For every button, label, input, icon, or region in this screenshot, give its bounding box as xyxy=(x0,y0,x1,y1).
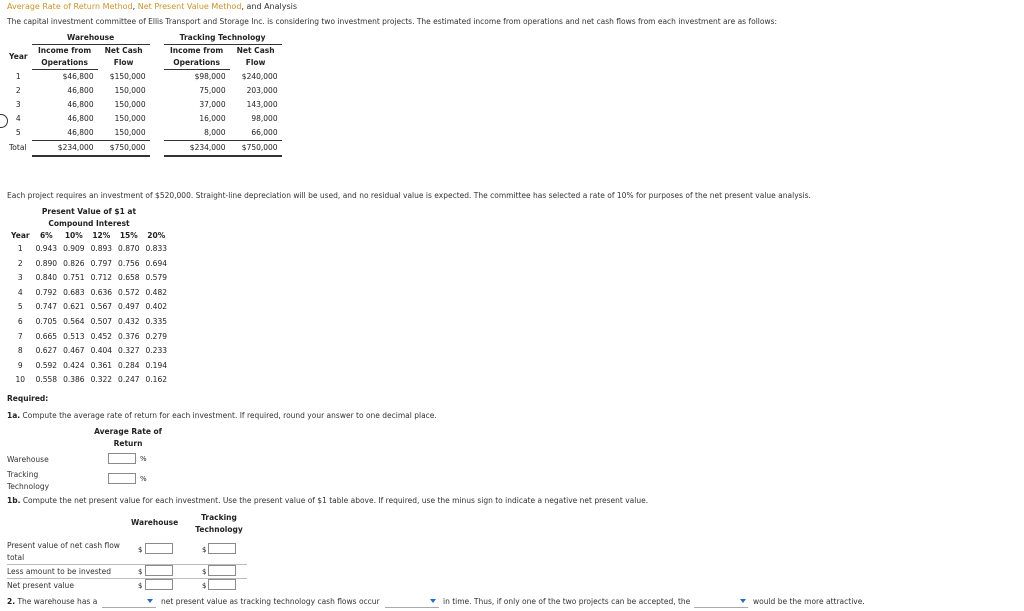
dollar-sign: $ xyxy=(138,546,143,554)
pv-factor-cell: 0.572 xyxy=(118,287,140,297)
present-value-table: Present Value of $1 at Compound Interest Year 6% 10% 12% 15% 20% 1 0.943 0.909 0.893 0.870 0.833 2 0.890 0.826 0.797 0.756 0.694 3 0.840 0.751 0.712 0.658 0.579 4 0.792 0.683 0.636 0.572 0.482 5 0.747 0.621 0.567 0.497 0.402 6 0.705 0.564 0.507 0.432 0.335 7 0.665 0.513 0.452 0.376 0.279 8 0.627 0.467 0.404 0.327 0.233 9 0.592 0.424 0.361 0.284 0.194 10 0.558 0.386 0.322 0.247 0.162 xyxy=(8,206,170,388)
w-income-header: Income from Operations xyxy=(32,45,98,70)
group-warehouse: Warehouse xyxy=(32,32,150,45)
pv-table-row xyxy=(8,359,170,374)
pv-factor-cell: 0.747 xyxy=(35,302,58,312)
pv-factor-cell: 0.579 xyxy=(145,273,168,283)
pv-factor-cell: 0.890 xyxy=(35,258,58,268)
npv-header-warehouse: Warehouse xyxy=(131,518,179,527)
arr-label-tracking: Tracking Technology xyxy=(7,470,50,491)
w-cash-header: Net Cash Flow xyxy=(104,46,143,68)
dollar-sign: $ xyxy=(138,568,143,576)
pv-factor-cell: 0.279 xyxy=(145,331,168,341)
npv-invested-tracking-input[interactable] xyxy=(208,565,236,576)
pv-factor-cell: 0.627 xyxy=(35,346,58,356)
pv-table-body xyxy=(8,242,170,388)
npv-net-warehouse-input[interactable] xyxy=(145,579,173,590)
pv-factor-cell: 0.424 xyxy=(63,360,85,370)
pv-factor-cell: 0.870 xyxy=(118,244,140,253)
percent-sign: % xyxy=(140,455,147,463)
table-row-total: Total $234,000 $750,000 $234,000 $750,000 xyxy=(5,141,282,157)
pv-table-row xyxy=(8,257,170,272)
pv-factor-cell: 0.452 xyxy=(90,331,113,341)
pv-factor-cell: 0.507 xyxy=(90,316,113,326)
pv-factor-cell: 0.658 xyxy=(118,273,140,283)
investment-note: Each project requires an investment of $520,000. Straight-line depreciation will be used, and no residual value is expected. The committee has selected a rate of 10% for purposes of the net present value analysis. xyxy=(7,191,811,200)
breadcrumb-link-npv[interactable]: Net Present Value Method xyxy=(137,2,242,11)
question-2: 2. The warehouse has a xyxy=(7,597,98,606)
table-row: 3 46,800 150,000 37,000 143,000 xyxy=(15,100,278,109)
pv-factor-cell: 0.482 xyxy=(145,287,168,297)
npv-net-tracking-input[interactable] xyxy=(208,579,236,590)
pv-factor-cell: 0.665 xyxy=(35,331,58,341)
pv-factor-cell: 0.943 xyxy=(35,244,58,253)
npv-header-tracking: Tracking Technology xyxy=(195,513,243,534)
dollar-sign: $ xyxy=(138,582,143,590)
table-row: 4 46,800 150,000 16,000 98,000 xyxy=(15,114,278,123)
table-row: 2 46,800 150,000 75,000 203,000 xyxy=(15,86,278,95)
pv-factor-cell: 0.558 xyxy=(35,375,58,385)
pv-factor-cell: 0.792 xyxy=(35,287,58,297)
pv-factor-cell: 0.162 xyxy=(145,375,168,385)
pv-factor-cell: 0.376 xyxy=(118,331,140,341)
npv-pv-total-warehouse-input[interactable] xyxy=(145,543,173,554)
chevron-down-icon[interactable] xyxy=(147,599,153,603)
pv-factor-cell: 0.467 xyxy=(63,346,85,356)
pv-factor-cell: 0.756 xyxy=(118,258,140,268)
npv-label-pv-total: Present value of net cash flow total xyxy=(7,541,120,562)
pv-factor-cell: 0.621 xyxy=(63,302,85,312)
question-2-text-4: would be the more attractive. xyxy=(753,597,865,606)
chevron-down-icon[interactable] xyxy=(430,599,436,603)
question-1b: 1b. Compute the net present value for each investment. Use the present value of $1 table above. If required, use the minus sign to indicate a negative net present value. xyxy=(7,496,649,505)
year-header: Year xyxy=(9,52,28,61)
pv-factor-cell: 0.386 xyxy=(63,375,85,385)
npv-label-invested: Less amount to be invested xyxy=(7,567,111,576)
t-cash-header: Net Cash Flow xyxy=(236,46,275,68)
investment-table xyxy=(5,32,282,157)
breadcrumb xyxy=(7,2,297,11)
average-rate-header: Average Rate of Return xyxy=(94,427,162,448)
pv-factor-cell: 0.564 xyxy=(63,316,85,326)
t-income-header: Income from Operations xyxy=(164,45,230,70)
table-row: 5 46,800 150,000 8,000 66,000 xyxy=(5,126,282,141)
dollar-sign: $ xyxy=(202,582,207,590)
pv-factor-cell: 0.322 xyxy=(90,375,113,385)
dollar-sign: $ xyxy=(202,568,207,576)
breadcrumb-separator: , xyxy=(132,2,138,11)
npv-label-net: Net present value xyxy=(7,581,74,590)
pv-factor-cell: 0.694 xyxy=(145,258,168,268)
pv-table-row xyxy=(8,300,170,315)
pv-factor-cell: 0.712 xyxy=(90,273,113,283)
pv-factor-cell: 0.327 xyxy=(118,346,140,356)
pv-year-cell: 4 xyxy=(17,287,23,297)
pv-table-row xyxy=(8,271,170,286)
pv-factor-cell: 0.233 xyxy=(145,346,168,356)
pv-table-row xyxy=(8,315,170,330)
pv-year-cell: 1 xyxy=(17,244,23,253)
pv-factor-cell: 0.404 xyxy=(90,346,113,356)
required-heading: Required: xyxy=(7,394,49,403)
pv-factor-cell: 0.567 xyxy=(90,302,113,312)
pv-table-caption: Present Value of $1 at Compound Interest xyxy=(41,207,137,228)
question-2-text-3: in time. Thus, if only one of the two projects can be accepted, the xyxy=(443,597,691,606)
pv-table-row xyxy=(8,330,170,345)
pv-table-row xyxy=(8,373,170,388)
pv-factor-cell: 0.194 xyxy=(145,360,168,370)
pv-year-cell: 9 xyxy=(17,360,23,370)
question-2-text-2: net present value as tracking technology cash flows occur xyxy=(161,597,380,606)
pv-year-cell: 8 xyxy=(17,346,23,356)
pv-factor-cell: 0.284 xyxy=(118,360,140,370)
pv-factor-cell: 0.592 xyxy=(35,360,58,370)
pv-year-cell: 5 xyxy=(17,302,23,312)
breadcrumb-link-average-rate[interactable]: Average Rate of Return Method xyxy=(7,2,133,11)
pv-factor-cell: 0.402 xyxy=(145,302,168,312)
pv-year-cell: 2 xyxy=(17,258,23,268)
pv-year-cell: 3 xyxy=(17,273,23,283)
pv-factor-cell: 0.751 xyxy=(63,273,85,283)
percent-sign: % xyxy=(140,475,147,483)
pv-year-cell: 10 xyxy=(15,375,26,385)
pv-year-cell: 6 xyxy=(17,316,23,326)
arr-tracking-input[interactable] xyxy=(108,473,136,484)
chevron-down-icon[interactable] xyxy=(740,599,746,603)
question-1a: 1a. Compute the average rate of return for each investment. If required, round your answer to one decimal place. xyxy=(7,411,437,420)
pv-factor-cell: 0.893 xyxy=(90,244,113,253)
pv-factor-cell: 0.432 xyxy=(118,316,140,326)
pv-factor-cell: 0.513 xyxy=(63,331,85,341)
pv-year-cell: 7 xyxy=(17,331,23,341)
arr-label-warehouse: Warehouse xyxy=(7,455,49,464)
pv-factor-cell: 0.361 xyxy=(90,360,113,370)
pv-factor-cell: 0.636 xyxy=(90,287,113,297)
table-row: 1 $46,800 $150,000 $98,000 $240,000 xyxy=(15,71,278,81)
group-tracking: Tracking Technology xyxy=(164,32,282,45)
breadcrumb-current: , and Analysis xyxy=(241,2,298,11)
pv-factor-cell: 0.826 xyxy=(63,258,85,268)
pv-table-row xyxy=(8,344,170,359)
arr-warehouse-input[interactable] xyxy=(108,453,136,464)
problem-intro: The capital investment committee of Ellis Transport and Storage Inc. is considering two investment projects. The estimated income from operations and net cash flows from each investment are as follows: xyxy=(7,17,778,26)
dollar-sign: $ xyxy=(202,546,207,554)
pv-factor-cell: 0.797 xyxy=(90,258,113,268)
pv-factor-cell: 0.833 xyxy=(145,244,168,253)
pv-factor-cell: 0.335 xyxy=(145,316,168,326)
pv-table-row xyxy=(8,242,170,257)
pv-factor-cell: 0.840 xyxy=(35,273,58,283)
pv-table-row xyxy=(8,286,170,301)
pv-factor-cell: 0.247 xyxy=(118,375,140,385)
pv-factor-cell: 0.683 xyxy=(63,287,85,297)
pv-factor-cell: 0.909 xyxy=(63,244,85,253)
npv-invested-warehouse-input[interactable] xyxy=(145,565,173,576)
pv-factor-cell: 0.497 xyxy=(118,302,140,312)
pv-factor-cell: 0.705 xyxy=(35,316,58,326)
npv-pv-total-tracking-input[interactable] xyxy=(208,543,236,554)
